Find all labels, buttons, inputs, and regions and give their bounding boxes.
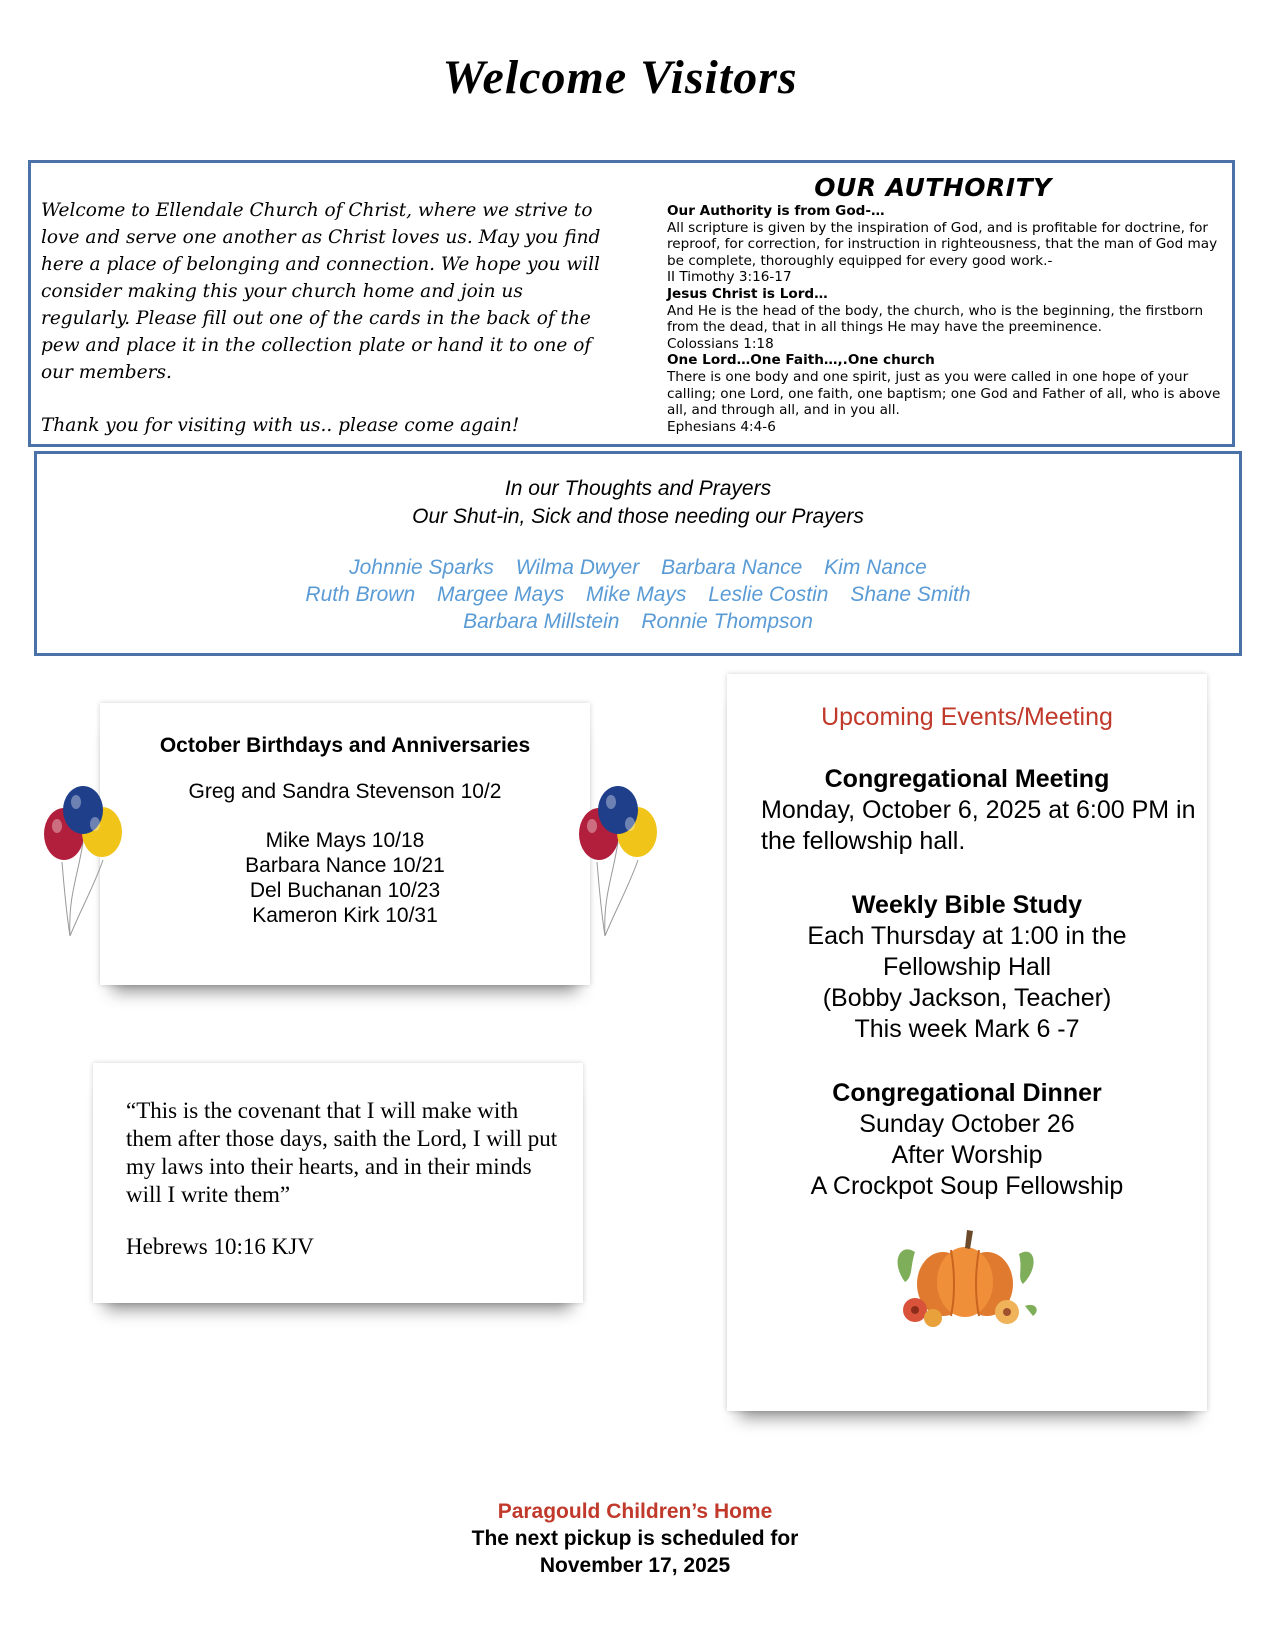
authority-heading: One Lord…One Faith…,.One church [667,352,935,369]
footer-title: Paragould Children’s Home [497,1500,773,1523]
event-heading: Weekly Bible Study [851,891,1083,919]
scripture-card [93,1063,583,1303]
events-card [727,674,1207,1411]
prayer-name: Shane Smith [850,583,971,606]
footer-date: November 17, 2025 [539,1554,731,1577]
balloons-icon [38,786,128,946]
prayer-name: Barbara Millstein [463,610,620,633]
event-line: This week Mark 6 -7 [854,1015,1080,1043]
prayer-heading: In our Thoughts and Prayers [504,477,772,500]
event-line: Sunday October 26 [859,1110,1075,1138]
birthdays-title: October Birthdays and Anniversaries [159,734,531,757]
birthday-entry: Kameron Kirk 10/31 [252,904,438,927]
authority-section [667,173,1227,435]
event-heading: Congregational Dinner [832,1079,1102,1107]
welcome-message [41,197,611,465]
prayer-row [37,554,1239,581]
event-line: Each Thursday at 1:00 in the [807,922,1127,950]
event-line: Monday, October 6, 2025 at 6:00 PM in the fellowship hall. [761,796,1196,855]
birthday-entry: Mike Mays 10/18 [265,829,425,852]
prayer-name: Wilma Dwyer [515,556,640,579]
authority-heading: Our Authority is from God-… [667,203,885,219]
prayer-names [37,554,1239,635]
prayer-name: Johnnie Sparks [349,556,494,579]
footer-line: The next pickup is scheduled for [471,1527,799,1550]
birthday-list [100,828,590,928]
event-line: A Crockpot Soup Fellowship [810,1172,1124,1200]
prayer-name: Ruth Brown [305,583,416,606]
balloons-icon [573,786,663,946]
prayer-name: Margee Mays [436,583,565,606]
event-line: After Worship [891,1141,1043,1169]
prayer-name: Kim Nance [824,556,927,579]
prayer-name: Ronnie Thompson [641,610,813,633]
scripture-quote: “This is the covenant that I will make with them after those days, saith the Lord, I will put my laws into their hearts, and in their minds will I write them” [126,1098,558,1207]
birthday-entry: Barbara Nance 10/21 [245,854,445,877]
authority-text: All scripture is given by the inspiration of God, and is profitable for doctrine, for reproof, for correction, for instruction in righteousness, that the man of God may be complete, thoroughly equipped for every good work.- [667,219,1218,269]
event-heading: Congregational Meeting [824,765,1110,793]
event-item [727,764,1207,857]
page-title: Welcome Visitors [442,51,798,104]
event-item [727,1078,1207,1202]
authority-text: And He is the head of the body, the church, who is the beginning, the firstborn from the dead, that in all things He may have the preeminence. [667,302,1204,336]
authority-ref: Ephesians 4:4-6 [667,418,776,435]
footer-notice [0,1498,1270,1579]
event-line: Fellowship Hall [882,953,1052,981]
pumpkin-icon [885,1222,1045,1332]
prayer-name: Leslie Costin [708,583,829,606]
prayer-row [37,581,1239,608]
scripture-reference: Hebrews 10:16 KJV [126,1234,314,1259]
event-line: (Bobby Jackson, Teacher) [822,984,1112,1012]
birthday-entry: Del Buchanan 10/23 [249,879,441,902]
authority-text: There is one body and one spirit, just as you were called in one hope of your calling; one Lord, one faith, one baptism; one God and Father of all, who is above all, and through all, and in you all. [667,368,1221,419]
authority-heading: Jesus Christ is Lord… [667,285,828,302]
authority-block [667,203,1227,286]
prayer-subheading: Our Shut-in, Sick and those needing our Prayers [412,505,864,528]
welcome-paragraph: Welcome to Ellendale Church of Christ, where we strive to love and serve one another as Christ loves us. May you find here a place of belonging and connection. We hope you will consider making this your church home and join us regularly. Please fill out one of the cards in the back of the pew and place it in the collection plate or hand it to one of our members. [41,200,601,383]
authority-ref: II Timothy 3:16-17 [667,269,792,286]
authority-block [667,286,1227,352]
authority-title: OUR AUTHORITY [814,173,1052,202]
authority-ref: Colossians 1:18 [667,335,774,352]
prayer-name: Mike Mays [586,583,687,606]
events-title: Upcoming Events/Meeting [821,703,1113,731]
prayer-box [34,451,1242,656]
anniversary-entry: Greg and Sandra Stevenson 10/2 [188,780,502,803]
welcome-authority-box [28,160,1235,447]
welcome-thanks: Thank you for visiting with us.. please come again! [41,415,520,436]
event-item [727,890,1207,1045]
birthdays-card [100,703,590,985]
authority-block [667,352,1227,435]
prayer-name: Barbara Nance [661,556,803,579]
prayer-row [37,608,1239,635]
